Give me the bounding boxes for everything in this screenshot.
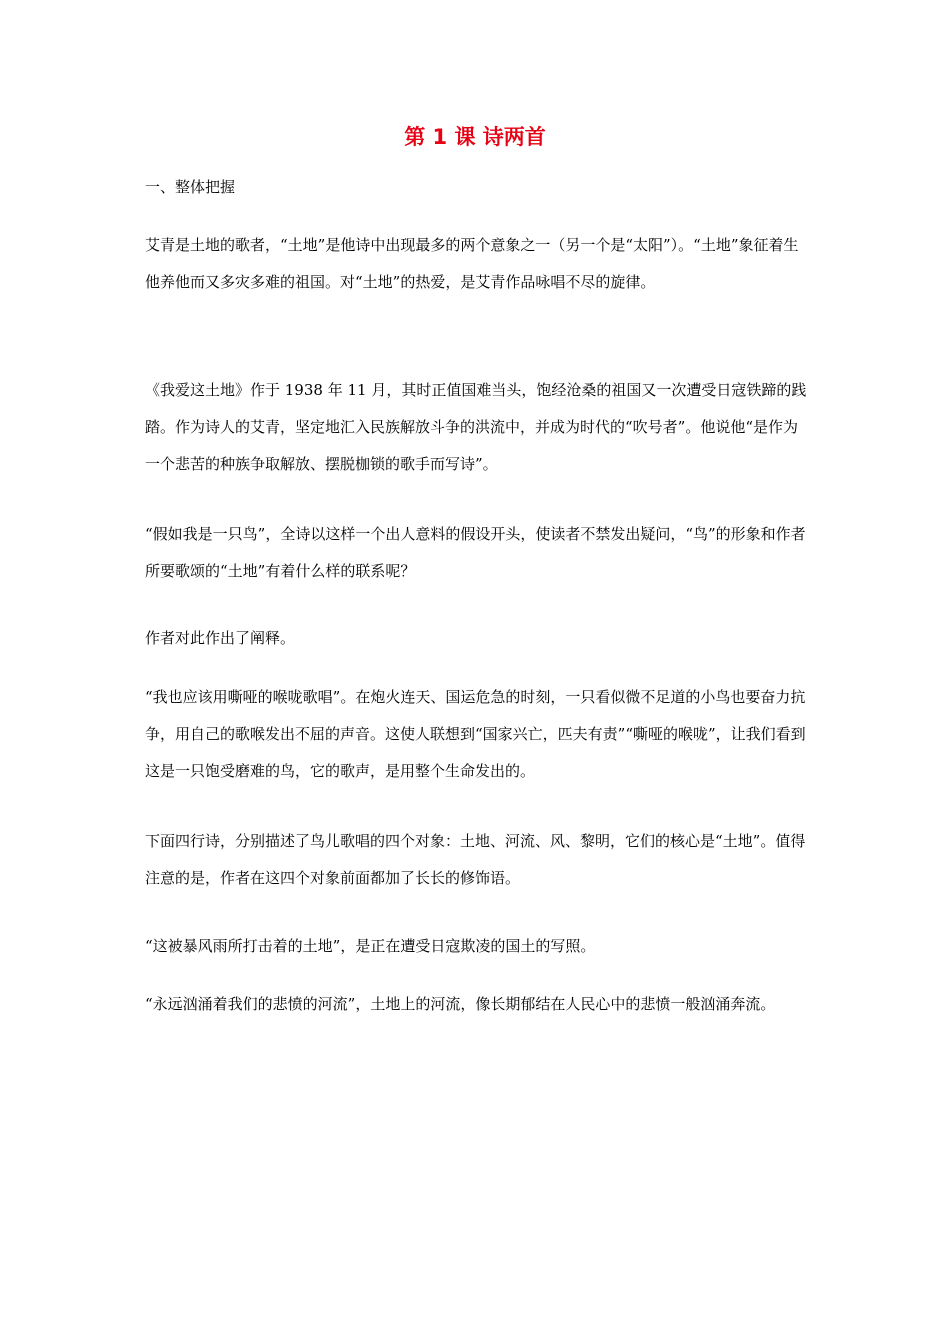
section-heading: 一、整体把握 [145,178,236,196]
lesson-title: 第 1 课 诗两首 [404,125,546,149]
paragraph: 作者对此作出了阐释。 [145,629,296,647]
paragraph: “假如我是一只鸟”，全诗以这样一个出人意料的假设开头，使读者不禁发出疑问，“鸟”的形象和作者所要歌颂的“土地”有着什么样的联系呢？ [145,525,806,580]
paragraph: “我也应该用嘶哑的喉咙歌唱”。在炮火连天、国运危急的时刻，一只看似微不足道的小鸟也要奋力抗争，用自己的歌喉发出不屈的声音。这使人联想到“国家兴亡，匹夫有责”“嘶哑的喉咙”，让我们看到这是一只饱受磨难的鸟，它的歌声，是用整个生命发出的。 [145,688,806,780]
paragraph: 《我爱这土地》作于 1938 年 11 月，其时正值国难当头，饱经沧桑的祖国又一次遭受日寇铁蹄的践踏。作为诗人的艾青，坚定地汇入民族解放斗争的洪流中，并成为时代的“吹号者”。他说他“是作为一个悲苦的种族争取解放、摆脱枷锁的歌手而写诗”。 [145,381,807,473]
paragraph: 艾青是土地的歌者，“土地”是他诗中出现最多的两个意象之一（另一个是“太阳”）。“土地”象征着生他养他而又多灾多难的祖国。对“土地”的热爱，是艾青作品咏唱不尽的旋律。 [145,236,799,291]
paragraph: “永远汹涌着我们的悲愤的河流”，土地上的河流，像长期郁结在人民心中的悲愤一般汹涌奔流。 [145,995,776,1013]
paragraph: 下面四行诗，分别描述了鸟儿歌唱的四个对象：土地、河流、风、黎明，它们的核心是“土地”。值得注意的是，作者在这四个对象前面都加了长长的修饰语。 [145,832,806,887]
paragraph: “这被暴风雨所打击着的土地”，是正在遭受日寇欺凌的国土的写照。 [145,937,596,955]
